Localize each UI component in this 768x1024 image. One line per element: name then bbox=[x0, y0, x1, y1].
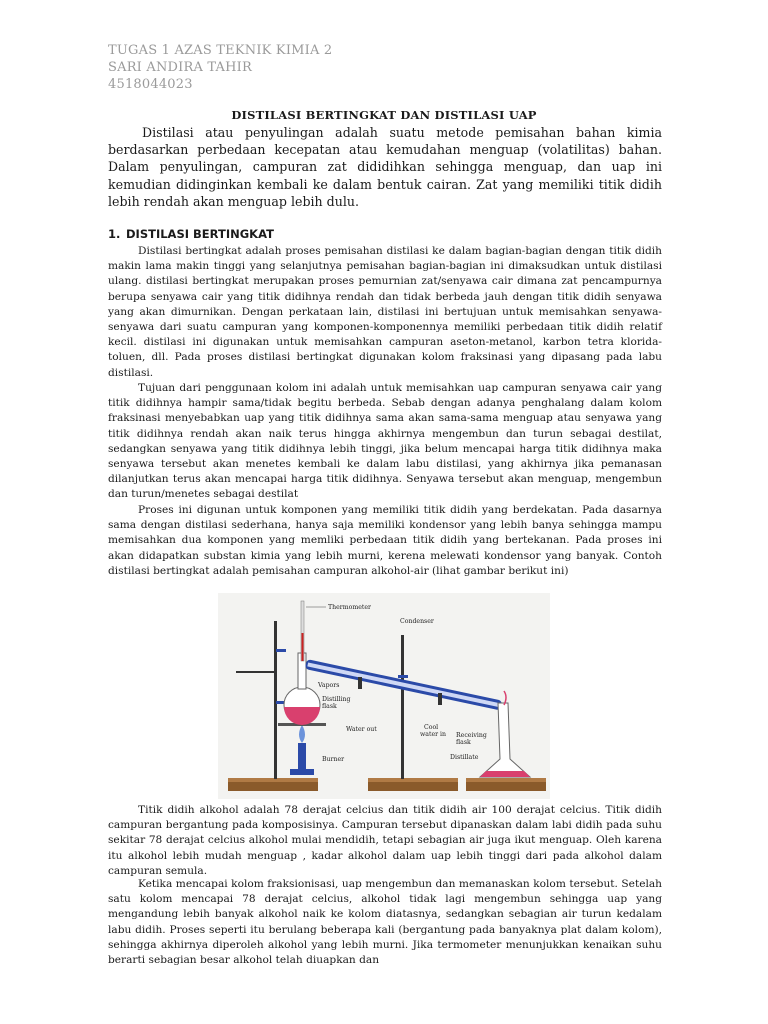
label-distillate: Distillate bbox=[450, 754, 479, 761]
label-flask: flask bbox=[322, 703, 337, 710]
section-title: DISTILASI BERTINGKAT bbox=[126, 227, 274, 241]
paragraph-5-text: Ketika mencapai kolom fraksionisasi, uap mengembun dan memanaskan kolom tersebut. Setelah satu kolom mencapai 78 derajat celcius, alkohol tidak lagi mengembun sehingga uap yang mengandung lebih banyak alkohol naik ke kolom diatasnya, sedangkan sebagian air turun kedalam labu didih. Proses seperti itu berulang beberapa kali (bergantung pada banyaknya plat dalam kolom), sehingga akhirnya diperoleh alkohol yang lebih murni. Jika termometer menunjukkan kenaikan suhu berarti sebagian besar alkohol telah diuapkan dan bbox=[108, 878, 662, 967]
section-number: 1. bbox=[108, 227, 121, 241]
paragraph-4-text: Titik didih alkohol adalah 78 derajat celcius dan titik didih air 100 derajat celcius. Titik didih campuran bergantung pada komposisinya. Campuran tersebut dipanaskan dalam labi didih pada suhu sekitar 78 derajat celcius alkohol mulai mendidih, tetapi sebagian air juga ikut menguap. Oleh karena itu alkohol lebih mudah menguap , kadar alkohol dalam uap lebih tinggi dari pada alkohol dalam campuran semula. bbox=[108, 804, 662, 877]
paragraph-1 bbox=[108, 244, 662, 381]
assignment-title: TUGAS 1 AZAS TEKNIK KIMIA 2 bbox=[108, 43, 333, 58]
section-heading bbox=[108, 227, 274, 241]
label-burner: Burner bbox=[322, 756, 345, 763]
author-header bbox=[108, 42, 332, 93]
label-distilling: Distilling bbox=[322, 696, 351, 703]
student-id: 4518044023 bbox=[108, 77, 193, 92]
paragraph-5 bbox=[108, 877, 662, 968]
paragraph-1-text: Distilasi bertingkat adalah proses pemisahan distilasi ke dalam bagian-bagian dengan titik didih makin lama makin tinggi yang selanjutnya pemisahan bagian-bagian ini dimaksudkan untuk distilasi ulang. distilasi bertingkat merupakan proses pemurnian zat/senyawa cair dimana zat pencampurnya berupa senyawa cair yang titik didihnya rendah dan tidak berbeda jauh dengan titik didih senyawa yang akan dimurnikan. Dengan perkataan lain, distilasi ini bertujuan untuk memisahkan senyawa-senyawa dari suatu campuran yang komponen-komponennya memiliki perbedaan titik didih relatif kecil. distilasi ini digunakan untuk memisahkan campuran aseton-metanol, karbon tetra klorida-toluen, dll. Pada proses distilasi bertingkat digunakan kolom fraksinasi yang dipasang pada labu distilasi. bbox=[108, 245, 662, 379]
paragraph-3 bbox=[108, 503, 662, 579]
document-title: DISTILASI BERTINGKAT DAN DISTILASI UAP bbox=[231, 108, 537, 122]
paragraph-4 bbox=[108, 803, 662, 879]
label-water-in: water in bbox=[420, 731, 447, 738]
distillation-illustration bbox=[218, 593, 550, 799]
paragraph-3-text: Proses ini digunan untuk komponen yang memiliki titik didih yang berdekatan. Pada dasarnya sama dengan distilasi sederhana, hanya saja memiliki kondensor yang lebih banya sehingga mampu memisahkan dua komponen yang memliki perbedaan titik didih yang bertekanan. Pada proses ini akan didapatkan substan kimia yang lebih murni, kerena melewati kondensor yang banyak. Contoh distilasi bertingkat adalah pemisahan campuran alkohol-air (lihat gambar berikut ini) bbox=[108, 504, 662, 577]
label-receiving-flask: flask bbox=[456, 739, 471, 746]
paragraph-2-text: Tujuan dari penggunaan kolom ini adalah untuk memisahkan uap campuran senyawa cair yang titik didihnya hampir sama/tidak begitu berbeda. Sebab dengan adanya penghalang dalam kolom fraksinasi menyebabkan uap yang titik didihnya sama akan sama-sama menguap atau senyawa yang titik didihnya rendah akan naik terus hingga akhirnya mengembun dan turun sebagai destilat, sedangkan senyawa yang titik didihnya lebih tinggi, jika belum mencapai harga titik didihnya maka senyawa tersebut akan menetes kembali ke dalam labu distilasi, yang akhirnya jika pemanasan dilanjutkan terus akan mencapai harga titik didihnya. Senyawa tersebut akan menguap, mengembun dan turun/menetes sebagai destilat bbox=[108, 382, 662, 501]
distillation-apparatus-figure bbox=[218, 593, 550, 799]
paragraph-2 bbox=[108, 381, 662, 503]
intro-paragraph bbox=[108, 124, 662, 210]
label-receiving: Receiving bbox=[456, 732, 487, 739]
label-vapors: Vapors bbox=[318, 682, 340, 689]
label-water-out: Water out bbox=[346, 726, 377, 733]
intro-text: Distilasi atau penyulingan adalah suatu metode pemisahan bahan kimia berdasarkan perbedaan kecepatan atau kemudahan menguap (volatilitas) bahan. Dalam penyulingan, campuran zat dididihkan sehingga menguap, dan uap ini kemudian didinginkan kembali ke dalam bentuk cairan. Zat yang memiliki titik didih lebih rendah akan menguap lebih dulu. bbox=[108, 125, 662, 209]
label-thermometer: Thermometer bbox=[328, 604, 371, 611]
student-name: SARI ANDIRA TAHIR bbox=[108, 60, 252, 75]
label-condenser: Condenser bbox=[400, 618, 434, 625]
label-cool: Cool bbox=[424, 724, 439, 731]
